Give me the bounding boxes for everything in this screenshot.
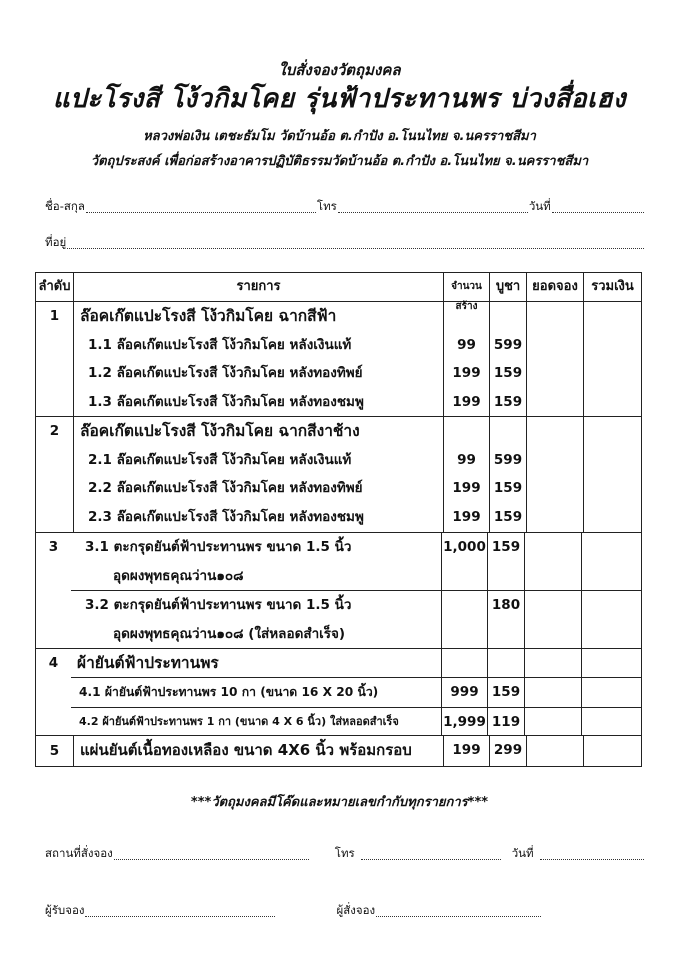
reserved-cell[interactable] — [524, 533, 581, 590]
bottom-field-row-1 — [45, 845, 645, 863]
table-group-2 — [36, 416, 641, 532]
date-field[interactable] — [552, 211, 644, 213]
item-cell — [71, 708, 441, 737]
price-cell: 159 — [487, 533, 524, 590]
form-subtitle: ใบสั่งจองวัตถุมงคล — [278, 61, 401, 79]
price-cell: 599 159 159 — [489, 302, 526, 416]
subrow-4-title — [71, 649, 641, 677]
item-label-cont: อุดผงพุทธคุณว่าน๑๐๘ — [113, 567, 244, 584]
qty-cell: 99 199 199 — [443, 302, 489, 416]
item-label: 1.2 ล๊อคเก๊ตแปะโรงสี โง้วกิมโคย หลังทองทิพย์ — [88, 365, 363, 381]
phone-field[interactable] — [361, 858, 501, 860]
item-cell — [71, 649, 441, 677]
phone-label: โทร — [316, 199, 337, 213]
price-cell — [487, 649, 524, 677]
item-cell — [71, 533, 441, 590]
temple-info: หลวงพ่อเงิน เตชะธัมโม วัดบ้านอ้อ ต.กำปัง อ.โนนไทย จ.นครราชสีมา — [143, 129, 536, 144]
phone-field[interactable] — [338, 211, 528, 213]
qty-cell — [441, 649, 487, 677]
date-label: วันที่ — [528, 199, 551, 213]
place-label: สถานที่สั่งจอง — [45, 846, 113, 860]
group-title: ล๊อคเก๊ตแปะโรงสี โง้วกิมโคย ฉากสีงาช้าง — [80, 422, 360, 440]
item-label: 2.3 ล๊อคเก๊ตแปะโรงสี โง้วกิมโคย หลังทองชมพู — [88, 508, 364, 525]
group-no: 5 — [49, 743, 60, 759]
subrow-3-2 — [71, 590, 641, 648]
item-cell — [71, 591, 441, 648]
qty-cell: 99 199 199 — [443, 417, 489, 532]
group-no: 2 — [49, 423, 60, 439]
header-no: ลำดับ — [38, 279, 71, 294]
price-cell: 299 — [489, 736, 526, 766]
qty-cell: 199 — [443, 736, 489, 766]
top-field-row-1 — [45, 198, 645, 216]
group-no: 3 — [48, 539, 59, 555]
total-cell[interactable] — [581, 591, 641, 648]
total-cell[interactable] — [581, 708, 641, 737]
table-group-4 — [36, 648, 641, 735]
orderer-field[interactable] — [376, 915, 541, 917]
subrow-4-1 — [71, 677, 641, 707]
phone-label: โทร — [334, 846, 355, 860]
item-cell — [73, 736, 443, 766]
group-title: ผ้ายันต์ฟ้าประทานพร — [77, 654, 219, 672]
group-no: 1 — [49, 308, 60, 324]
serial-note: ***วัตถุมงคลมีโค๊ดและหมายเลขกำกับทุกรายการ*** — [190, 795, 489, 810]
group-title: แผ่นยันต์เนื้อทองเหลือง ขนาด 4X6 นิ้ว พร้อมกรอบ — [80, 741, 412, 759]
address-field[interactable] — [67, 247, 644, 249]
item-label-cont: อุดผงพุทธคุณว่าน๑๐๘ (ใส่หลอดสำเร็จ) — [113, 625, 346, 642]
group-3-subrows — [71, 533, 641, 648]
price-cell: 159 — [487, 678, 524, 707]
table-group-5 — [36, 735, 641, 766]
table-group-1 — [36, 301, 641, 416]
total-cell[interactable] — [581, 649, 641, 677]
name-field[interactable] — [86, 211, 316, 213]
reserved-cell[interactable] — [526, 302, 583, 416]
total-cell[interactable] — [581, 678, 641, 707]
place-field[interactable] — [114, 858, 309, 860]
item-label: 2.1 ล๊อคเก๊ตแปะโรงสี โง้วกิมโคย หลังเงินแท้ — [88, 451, 352, 468]
reserved-cell[interactable] — [524, 678, 581, 707]
qty-cell: 1,000 — [441, 533, 487, 590]
group-4-subrows — [71, 649, 641, 735]
receiver-label: ผู้รับจอง — [45, 903, 85, 917]
reserved-cell[interactable] — [524, 708, 581, 737]
price-cell: 599 159 159 — [489, 417, 526, 532]
group-items — [73, 417, 443, 532]
date-label: วันที่ — [511, 846, 534, 860]
item-label: 1.3 ล๊อคเก๊ตแปะโรงสี โง้วกิมโคย หลังทองชมพู — [88, 393, 364, 410]
purpose-info: วัตถุประสงค์ เพื่อก่อสร้างอาคารปฏิบัติธรรมวัดบ้านอ้อ ต.กำปัง อ.โนนไทย จ.นครราชสีมา — [90, 154, 589, 169]
qty-cell: 1,999 — [441, 708, 487, 737]
total-cell[interactable] — [583, 736, 641, 766]
group-no: 4 — [48, 655, 59, 671]
subrow-3-1 — [71, 533, 641, 590]
item-label: 4.2 ผ้ายันต์ฟ้าประทานพร 1 กา (ขนาด 4 X 6 นิ้ว) ใส่หลอดสำเร็จ — [79, 714, 399, 728]
total-cell[interactable] — [581, 533, 641, 590]
qty-cell — [441, 591, 487, 648]
total-cell[interactable] — [583, 417, 641, 532]
reserved-cell[interactable] — [524, 649, 581, 677]
table-group-3 — [36, 532, 641, 648]
subrow-4-2 — [71, 707, 641, 737]
group-title: ล๊อคเก๊ตแปะโรงสี โง้วกิมโคย ฉากสีฟ้า — [80, 307, 337, 325]
header-item: รายการ — [73, 273, 443, 301]
item-label: 1.1 ล๊อคเก๊ตแปะโรงสี โง้วกิมโคย หลังเงินแท้ — [88, 336, 352, 353]
order-table — [35, 272, 642, 767]
name-label: ชื่อ-สกุล — [45, 199, 85, 213]
item-label: 2.2 ล๊อคเก๊ตแปะโรงสี โง้วกิมโคย หลังทองทิพย์ — [88, 480, 363, 496]
table-header — [36, 273, 641, 312]
header-total: รวมเงิน — [583, 273, 641, 301]
header-price: บูชา — [489, 273, 526, 301]
reserved-cell[interactable] — [526, 417, 583, 532]
receiver-field[interactable] — [85, 915, 275, 917]
price-cell: 119 — [487, 708, 524, 737]
top-field-row-2 — [45, 234, 645, 252]
form-title: แปะโรงสี โง้วกิมโคย รุ่นฟ้าประทานพร บ่วงสื่อเฮง — [52, 84, 627, 114]
total-cell[interactable] — [583, 302, 641, 416]
header-qty: จำนวนสร้าง — [443, 273, 489, 301]
address-label: ที่อยู่ — [45, 235, 67, 249]
group-items — [73, 302, 443, 416]
reserved-cell[interactable] — [526, 736, 583, 766]
item-cell — [71, 678, 441, 707]
orderer-label: ผู้สั่งจอง — [336, 903, 376, 917]
reserved-cell[interactable] — [524, 591, 581, 648]
bottom-field-row-2 — [45, 902, 645, 920]
qty-cell: 999 — [441, 678, 487, 707]
price-cell: 180 — [487, 591, 524, 648]
item-label: 3.1 ตะกรุดยันต์ฟ้าประทานพร ขนาด 1.5 นิ้ว — [85, 539, 352, 555]
item-label: 3.2 ตะกรุดยันต์ฟ้าประทานพร ขนาด 1.5 นิ้ว — [85, 597, 352, 613]
item-label: 4.1 ผ้ายันต์ฟ้าประทานพร 10 กา (ขนาด 16 X 20 นิ้ว) — [79, 685, 379, 699]
header-reserved: ยอดจอง — [526, 273, 583, 301]
date-field[interactable] — [540, 858, 644, 860]
